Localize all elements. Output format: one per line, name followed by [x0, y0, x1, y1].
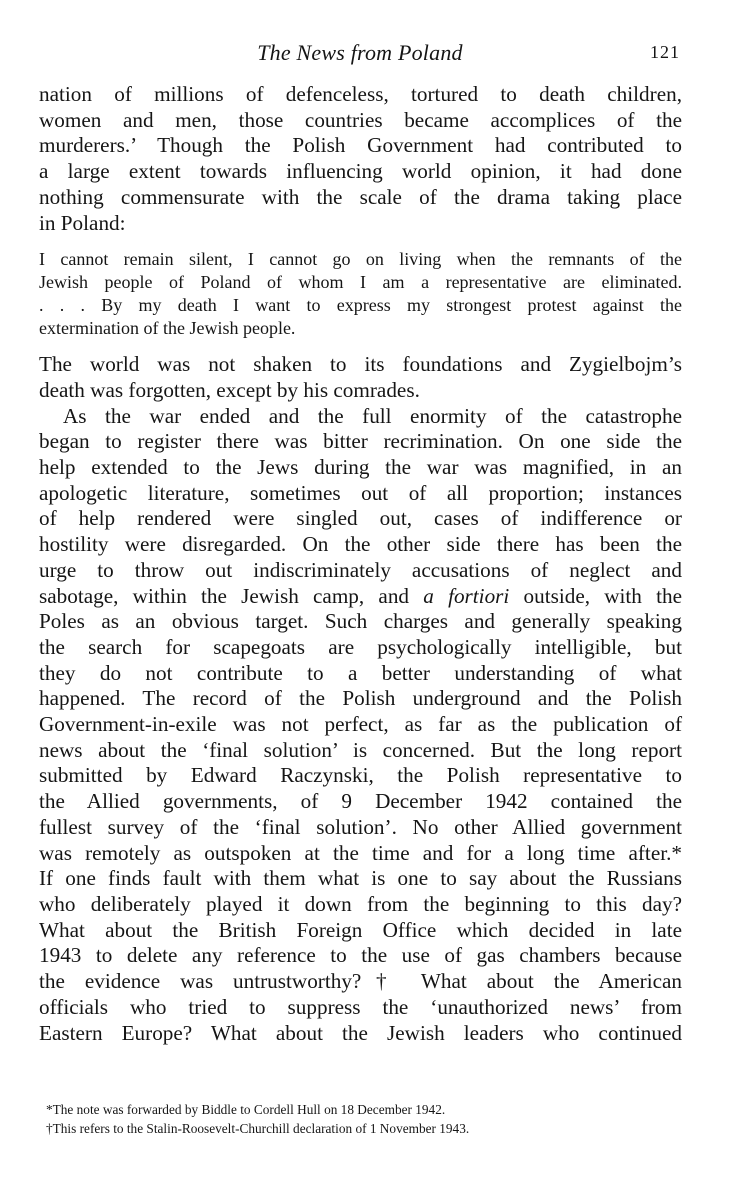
- text-line: fullest survey of the ‘final solution’. No other Allied government: [39, 814, 682, 839]
- text-line: submitted by Edward Raczynski, the Polish representative to: [39, 763, 682, 788]
- text-segment: outside, with the: [509, 583, 683, 608]
- text-line: help extended to the Jews during the war was magnified, in an: [39, 455, 682, 480]
- text-line: Eastern Europe? What about the Jewish leaders who continued: [39, 1020, 682, 1045]
- text-line: The world was not shaken to its foundations and Zygielbojm’s: [39, 352, 682, 377]
- text-line: As the war ended and the full enormity of the catastrophe: [63, 403, 682, 428]
- running-title: The News from Poland: [257, 40, 463, 65]
- footnote: *The note was forwarded by Biddle to Cordell Hull on 18 December 1942.: [46, 1102, 446, 1117]
- block-quote: [39, 248, 682, 340]
- text-line: began to register there was bitter recrimination. On one side the: [39, 429, 682, 454]
- text-line: a large extent towards influencing world opinion, it had done: [39, 159, 682, 184]
- text-line: news about the ‘final solution’ is concerned. But the long report: [39, 737, 682, 762]
- text-line: was remotely as outspoken at the time and for a long time after.*: [39, 840, 682, 865]
- text-line: death was forgotten, except by his comrades.: [39, 377, 420, 402]
- page-number: 121: [650, 42, 680, 62]
- text-line: the evidence was untrustworthy?† What about the American: [39, 969, 682, 994]
- text-line: officials who tried to suppress the ‘unauthorized news’ from: [39, 994, 682, 1019]
- paragraph-3: [39, 404, 682, 1047]
- text-line: nothing commensurate with the scale of the drama taking place: [39, 184, 682, 209]
- text-line: Poles as an obvious target. Such charges and generally speaking: [39, 609, 682, 634]
- text-line: murderers.’ Though the Polish Government had contributed to: [39, 133, 682, 158]
- text-line: nation of millions of defenceless, tortured to death children,: [39, 82, 682, 106]
- text-line: urge to throw out indiscriminately accusations of neglect and: [39, 557, 682, 582]
- text-line: they do not contribute to a better understanding of what: [39, 660, 682, 685]
- text-line: in Poland:: [39, 210, 126, 235]
- text-line: If one finds fault with them what is one to say about the Russians: [39, 866, 682, 891]
- paragraph-1: [39, 82, 682, 236]
- paragraph-2: [39, 352, 682, 403]
- text-line: happened. The record of the Polish underground and the Polish: [39, 686, 682, 711]
- text-line: the Allied governments, of 9 December 1942 contained the: [39, 789, 682, 814]
- quote-line: Jewish people of Poland of whom I am a representative are eliminated.: [39, 272, 682, 293]
- text-line: Government-in-exile was not perfect, as far as the publication of: [39, 712, 682, 737]
- text-line-with-italic: [39, 584, 682, 610]
- italic-phrase: a fortiori: [423, 583, 510, 608]
- footnote: †This refers to the Stalin-Roosevelt-Churchill declaration of 1 November 1943.: [46, 1121, 470, 1136]
- text-line: What about the British Foreign Office which decided in late: [39, 917, 682, 942]
- quote-line: . . . By my death I want to express my strongest protest against the: [39, 295, 682, 316]
- page-header: [40, 40, 680, 76]
- text-line: women and men, those countries became accomplices of the: [39, 107, 682, 132]
- text-segment: sabotage, within the Jewish camp, and: [39, 583, 410, 608]
- page-body: [39, 82, 682, 1046]
- text-line: who deliberately played it down from the beginning to this day?: [39, 891, 682, 916]
- text-line: hostility were disregarded. On the other side there has been the: [39, 532, 682, 557]
- quote-line: extermination of the Jewish people.: [39, 318, 296, 339]
- quote-line: I cannot remain silent, I cannot go on living when the remnants of the: [39, 249, 682, 270]
- text-line: apologetic literature, sometimes out of all proportion; instances: [39, 480, 682, 505]
- text-line: 1943 to delete any reference to the use of gas chambers because: [39, 943, 682, 968]
- text-line: of help rendered were singled out, cases of indifference or: [39, 506, 682, 531]
- text-line: the search for scapegoats are psychologically intelligible, but: [39, 634, 682, 659]
- footnotes: [46, 1100, 686, 1138]
